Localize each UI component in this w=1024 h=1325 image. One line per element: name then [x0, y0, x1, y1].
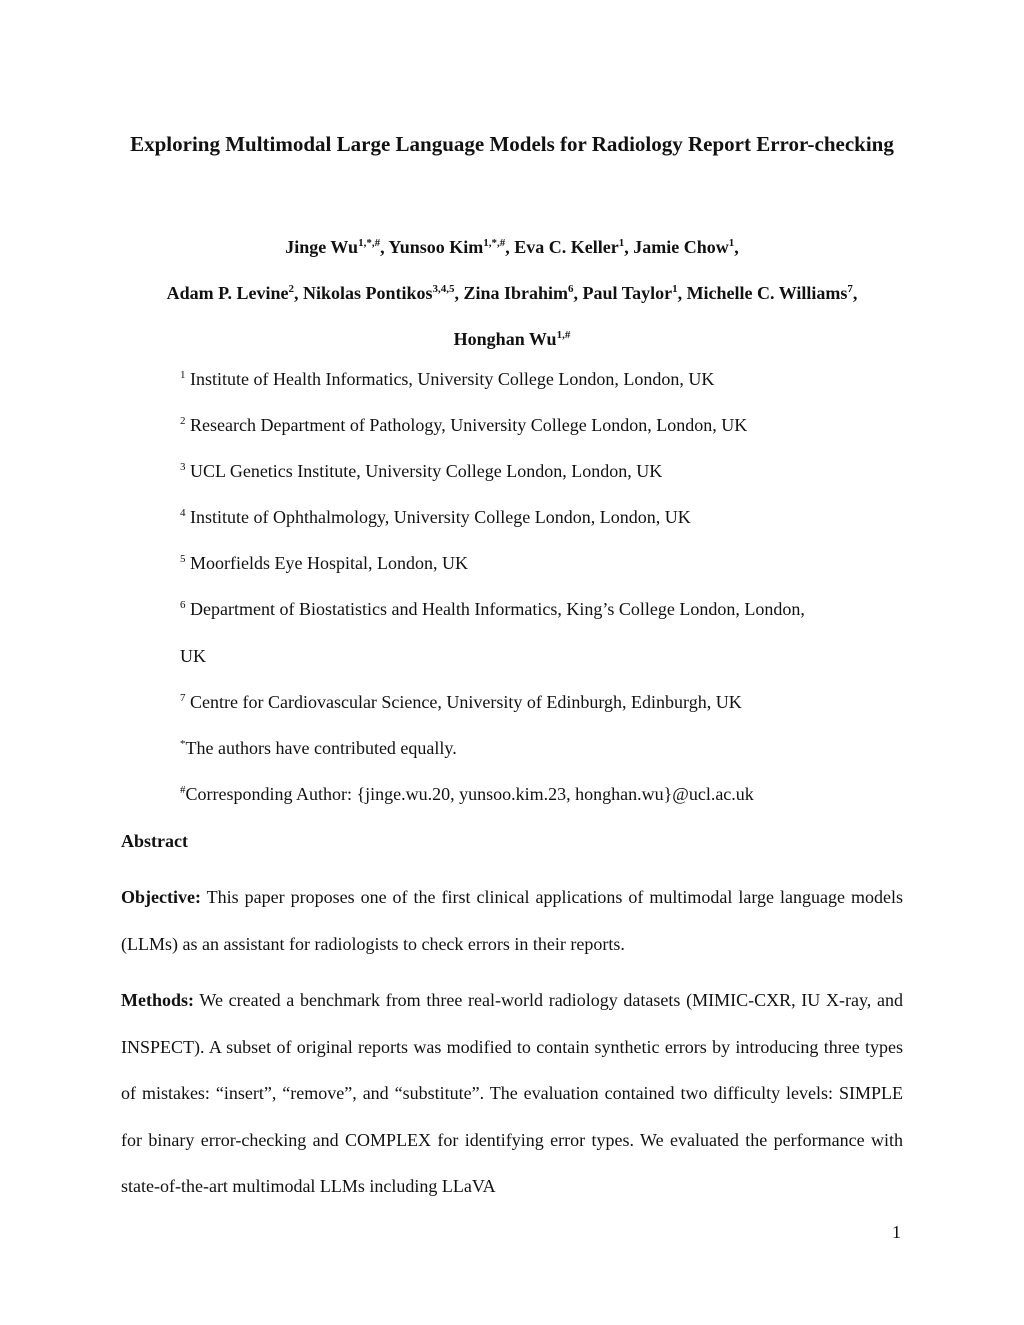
author-affiliation-marker: 1,# — [556, 329, 571, 341]
author-name: Eva C. Keller — [514, 237, 619, 257]
affiliation-3: $^3$ UCL Genetics Institute, University College London, London, UK — [180, 461, 663, 481]
author-line-3 — [60, 316, 964, 362]
author-affiliation-marker: 1 — [618, 237, 625, 249]
author-name: Michelle C. Williams — [686, 283, 848, 303]
author-name: Nikolas Pontikos — [302, 283, 433, 303]
author-affiliation-marker: 3,4,5 — [432, 283, 455, 295]
corresponding-author-note: #Corresponding Author: {jinge.wu.20, yunsoo.kim.23, honghan.wu}@ucl.ac.uk — [180, 784, 754, 804]
author-affiliation-marker: 1,*,# — [483, 237, 506, 249]
objective-text: This paper proposes one of the first clinical applications of multimodal large language models (LLMs) as an assistant for radiologists to check errors in their reports. — [121, 887, 903, 954]
abstract-objective — [121, 874, 903, 967]
author-affiliation-marker: 1 — [728, 237, 735, 249]
author-list — [60, 224, 964, 362]
abstract-methods — [121, 977, 903, 1210]
page-number: 1 — [892, 1222, 901, 1242]
paper-title: Exploring Multimodal Large Language Models for Radiology Report Error-checking — [130, 132, 894, 156]
author-name: Adam P. Levine — [166, 283, 289, 303]
author-affiliation-marker: 6 — [568, 283, 574, 295]
affiliation-2: $^2$ Research Department of Pathology, University College London, London, UK — [180, 415, 748, 435]
affiliation-1: $^1$ Institute of Health Informatics, University College London, London, UK — [180, 369, 715, 389]
affiliation-6-continued: UK — [180, 646, 206, 666]
author-affiliation-marker: 2 — [288, 283, 294, 295]
author-name: Jamie Chow — [633, 237, 729, 257]
author-affiliation-marker: 1,*,# — [358, 237, 381, 249]
affiliation-6: $^6$ Department of Biostatistics and Health Informatics, King’s College London, London, — [180, 599, 805, 619]
methods-label: Methods: — [121, 990, 194, 1010]
abstract-heading: Abstract — [121, 831, 188, 851]
equal-contribution-note: *The authors have contributed equally. — [180, 738, 457, 758]
methods-text: We created a benchmark from three real-world radiology datasets (MIMIC-CXR, IU X-ray, and INSPECT). A subset of original reports was modified to contain synthetic errors by introducing three types of mistakes: “insert”, “remove”, and “substitute”. The evaluation contained two difficulty levels: SIMPLE for binary error-checking and COMPLEX for identifying error types. We evaluated the performance with state-of-the-art multimodal LLMs including LLaVA — [121, 990, 903, 1196]
author-name: Zina Ibrahim — [463, 283, 569, 303]
author-line-1: Jinge $Wu^{1,*,\#}$, Yunsoo Kim$^{1,*,\#}$, Eva C. Keller$^1$, Jamie Chow$^1$, — [285, 237, 739, 257]
author-name: Paul Taylor — [582, 283, 673, 303]
affiliation-5: $^5$ Moorfields Eye Hospital, London, UK — [180, 553, 468, 573]
author-name: Honghan Wu — [453, 329, 557, 349]
author-name: Jinge Wu — [285, 237, 359, 257]
author-line-2: Adam P. Levine$^2$, Nikolas Pontikos$^{3,4,5}$, Zina Ibrahim$^6$, Paul Taylor$^1$, Michelle C. Williams$^7$, — [166, 283, 858, 303]
author-affiliation-marker: 7 — [847, 283, 853, 295]
affiliation-4: $^4$ Institute of Ophthalmology, University College London, London, UK — [180, 507, 691, 527]
affiliation-7: $^7$ Centre for Cardiovascular Science, University of Edinburgh, Edinburgh, UK — [180, 692, 742, 712]
author-name: Yunsoo Kim — [388, 237, 484, 257]
author-affiliation-marker: 1 — [672, 283, 678, 295]
objective-label: Objective: — [121, 887, 201, 907]
